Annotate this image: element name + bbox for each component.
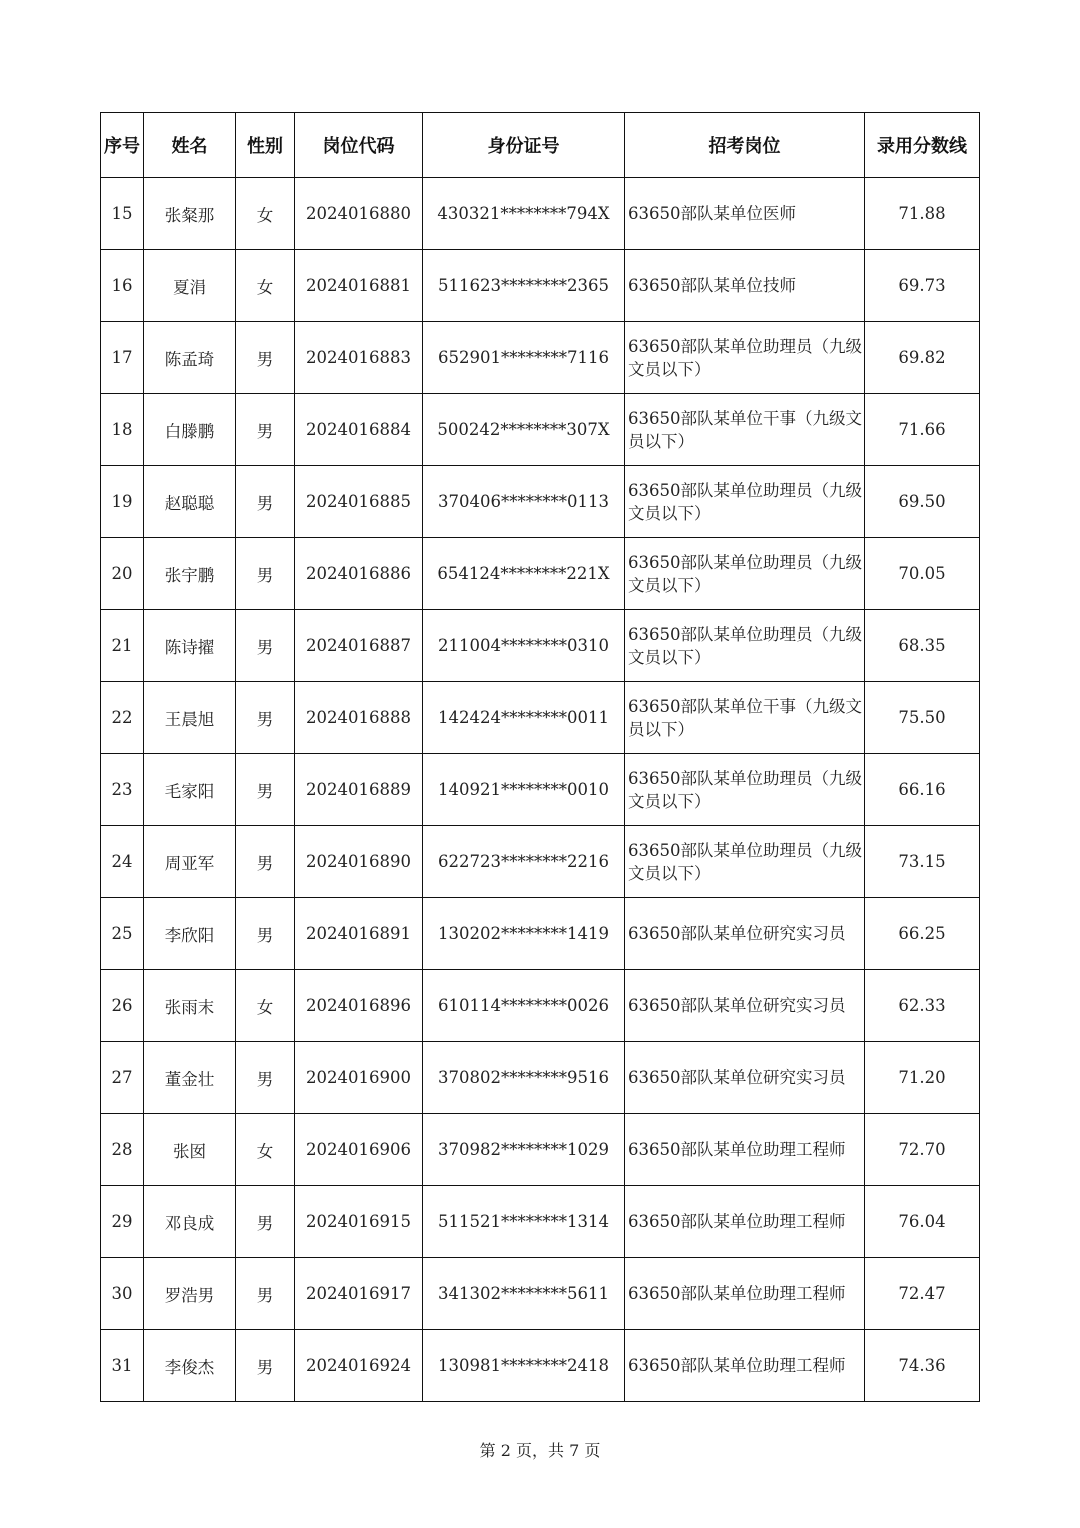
cell-score: 76.04: [865, 1186, 980, 1258]
cell-index: 21: [101, 610, 144, 682]
cell-name: 张囡: [144, 1114, 236, 1186]
cell-post: 63650部队某单位研究实习员: [625, 970, 865, 1042]
cell-post-code: 2024016915: [295, 1186, 423, 1258]
table-row: [101, 1258, 980, 1330]
cell-id-number: 511521********1314: [423, 1186, 625, 1258]
page-footer: 第 2 页，共 7 页: [479, 1441, 601, 1460]
cell-id-number: 511623********2365: [423, 250, 625, 322]
cell-id-number: 341302********5611: [423, 1258, 625, 1330]
cell-gender: 女: [236, 970, 295, 1042]
cell-name: 赵聪聪: [144, 466, 236, 538]
cell-post-code: 2024016900: [295, 1042, 423, 1114]
cell-gender: 男: [236, 322, 295, 394]
cell-post-code: 2024016917: [295, 1258, 423, 1330]
cell-gender: 女: [236, 1114, 295, 1186]
table-row: [101, 970, 980, 1042]
cell-index: 19: [101, 466, 144, 538]
header-id-number: 身份证号: [423, 113, 625, 178]
cell-post-code: 2024016906: [295, 1114, 423, 1186]
cell-id-number: 654124********221X: [423, 538, 625, 610]
cell-gender: 男: [236, 466, 295, 538]
header-index: 序号: [101, 113, 144, 178]
cell-id-number: 622723********2216: [423, 826, 625, 898]
cell-gender: 男: [236, 610, 295, 682]
cell-gender: 男: [236, 1330, 295, 1402]
cell-post: 63650部队某单位助理工程师: [625, 1330, 865, 1402]
cell-post-code: 2024016883: [295, 322, 423, 394]
cell-id-number: 652901********7116: [423, 322, 625, 394]
table-row: [101, 178, 980, 250]
cell-score: 68.35: [865, 610, 980, 682]
table-row: [101, 394, 980, 466]
admission-table: [100, 112, 980, 1402]
cell-index: 20: [101, 538, 144, 610]
cell-name: 王晨旭: [144, 682, 236, 754]
cell-name: 陈诗擢: [144, 610, 236, 682]
cell-gender: 男: [236, 394, 295, 466]
cell-gender: 男: [236, 898, 295, 970]
cell-gender: 男: [236, 1042, 295, 1114]
cell-name: 周亚军: [144, 826, 236, 898]
cell-post: 63650部队某单位助理员（九级文员以下）: [625, 826, 865, 898]
cell-gender: 男: [236, 682, 295, 754]
cell-gender: 男: [236, 1258, 295, 1330]
cell-gender: 男: [236, 826, 295, 898]
cell-post: 63650部队某单位干事（九级文员以下）: [625, 682, 865, 754]
header-row: [101, 113, 980, 178]
cell-id-number: 430321********794X: [423, 178, 625, 250]
cell-post: 63650部队某单位助理工程师: [625, 1186, 865, 1258]
table-row: [101, 538, 980, 610]
table-row: [101, 250, 980, 322]
table-row: [101, 322, 980, 394]
cell-id-number: 130981********2418: [423, 1330, 625, 1402]
cell-name: 张粲那: [144, 178, 236, 250]
cell-gender: 男: [236, 1186, 295, 1258]
cell-name: 陈孟琦: [144, 322, 236, 394]
cell-post: 63650部队某单位医师: [625, 178, 865, 250]
cell-id-number: 140921********0010: [423, 754, 625, 826]
cell-score: 62.33: [865, 970, 980, 1042]
cell-name: 毛家阳: [144, 754, 236, 826]
cell-score: 69.50: [865, 466, 980, 538]
cell-index: 25: [101, 898, 144, 970]
cell-post-code: 2024016884: [295, 394, 423, 466]
cell-post-code: 2024016890: [295, 826, 423, 898]
cell-id-number: 370802********9516: [423, 1042, 625, 1114]
cell-post: 63650部队某单位助理员（九级文员以下）: [625, 322, 865, 394]
cell-post: 63650部队某单位助理员（九级文员以下）: [625, 466, 865, 538]
cell-index: 18: [101, 394, 144, 466]
table-row: [101, 1114, 980, 1186]
cell-post: 63650部队某单位助理员（九级文员以下）: [625, 754, 865, 826]
cell-name: 夏涓: [144, 250, 236, 322]
header-score: 录用分数线: [865, 113, 980, 178]
cell-post-code: 2024016924: [295, 1330, 423, 1402]
table-row: [101, 1042, 980, 1114]
cell-score: 66.16: [865, 754, 980, 826]
cell-name: 张雨末: [144, 970, 236, 1042]
cell-post-code: 2024016887: [295, 610, 423, 682]
cell-index: 15: [101, 178, 144, 250]
cell-index: 26: [101, 970, 144, 1042]
cell-score: 71.88: [865, 178, 980, 250]
cell-id-number: 130202********1419: [423, 898, 625, 970]
table-row: [101, 1186, 980, 1258]
cell-score: 72.47: [865, 1258, 980, 1330]
cell-gender: 男: [236, 754, 295, 826]
cell-gender: 男: [236, 538, 295, 610]
cell-index: 27: [101, 1042, 144, 1114]
cell-post-code: 2024016881: [295, 250, 423, 322]
cell-score: 66.25: [865, 898, 980, 970]
cell-post-code: 2024016889: [295, 754, 423, 826]
cell-post: 63650部队某单位干事（九级文员以下）: [625, 394, 865, 466]
cell-name: 罗浩男: [144, 1258, 236, 1330]
cell-post-code: 2024016886: [295, 538, 423, 610]
cell-score: 75.50: [865, 682, 980, 754]
cell-score: 72.70: [865, 1114, 980, 1186]
cell-score: 71.66: [865, 394, 980, 466]
header-gender: 性别: [236, 113, 295, 178]
cell-index: 29: [101, 1186, 144, 1258]
cell-index: 16: [101, 250, 144, 322]
cell-score: 74.36: [865, 1330, 980, 1402]
cell-name: 白滕鹏: [144, 394, 236, 466]
table-row: [101, 754, 980, 826]
cell-post-code: 2024016880: [295, 178, 423, 250]
cell-id-number: 370406********0113: [423, 466, 625, 538]
table-row: [101, 466, 980, 538]
cell-post: 63650部队某单位研究实习员: [625, 898, 865, 970]
header-post: 招考岗位: [625, 113, 865, 178]
cell-name: 李欣阳: [144, 898, 236, 970]
table-row: [101, 826, 980, 898]
cell-score: 73.15: [865, 826, 980, 898]
cell-name: 邓良成: [144, 1186, 236, 1258]
cell-post-code: 2024016896: [295, 970, 423, 1042]
cell-index: 28: [101, 1114, 144, 1186]
cell-post: 63650部队某单位助理工程师: [625, 1114, 865, 1186]
cell-score: 71.20: [865, 1042, 980, 1114]
table-row: [101, 682, 980, 754]
cell-index: 23: [101, 754, 144, 826]
cell-post: 63650部队某单位助理工程师: [625, 1258, 865, 1330]
cell-score: 69.82: [865, 322, 980, 394]
cell-id-number: 610114********0026: [423, 970, 625, 1042]
cell-id-number: 500242********307X: [423, 394, 625, 466]
cell-name: 李俊杰: [144, 1330, 236, 1402]
cell-post: 63650部队某单位技师: [625, 250, 865, 322]
cell-id-number: 211004********0310: [423, 610, 625, 682]
cell-score: 70.05: [865, 538, 980, 610]
header-name: 姓名: [144, 113, 236, 178]
table-row: [101, 610, 980, 682]
cell-post: 63650部队某单位研究实习员: [625, 1042, 865, 1114]
cell-index: 30: [101, 1258, 144, 1330]
cell-post-code: 2024016891: [295, 898, 423, 970]
cell-gender: 女: [236, 250, 295, 322]
header-post-code: 岗位代码: [295, 113, 423, 178]
cell-index: 22: [101, 682, 144, 754]
cell-post-code: 2024016888: [295, 682, 423, 754]
cell-score: 69.73: [865, 250, 980, 322]
cell-name: 董金壮: [144, 1042, 236, 1114]
cell-index: 31: [101, 1330, 144, 1402]
cell-index: 24: [101, 826, 144, 898]
cell-id-number: 142424********0011: [423, 682, 625, 754]
cell-name: 张宇鹏: [144, 538, 236, 610]
cell-id-number: 370982********1029: [423, 1114, 625, 1186]
table-row: [101, 1330, 980, 1402]
cell-post-code: 2024016885: [295, 466, 423, 538]
table-row: [101, 898, 980, 970]
cell-index: 17: [101, 322, 144, 394]
cell-post: 63650部队某单位助理员（九级文员以下）: [625, 610, 865, 682]
cell-post: 63650部队某单位助理员（九级文员以下）: [625, 538, 865, 610]
cell-gender: 女: [236, 178, 295, 250]
